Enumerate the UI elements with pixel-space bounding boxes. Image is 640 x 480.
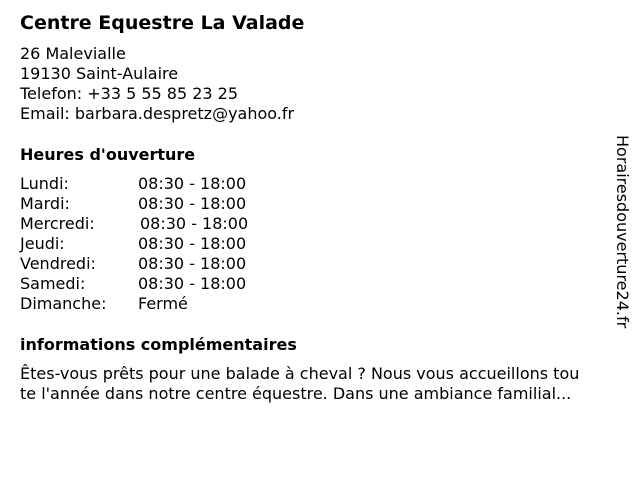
day-label: Dimanche: <box>20 294 107 313</box>
address-street: 26 Malevialle <box>20 44 126 63</box>
address-city: 19130 Saint-Aulaire <box>20 64 179 83</box>
time-range: 08:30 - 18:00 <box>140 214 249 233</box>
phone-number: Telefon: +33 5 55 85 23 25 <box>20 84 239 103</box>
hours-row-sunday <box>20 294 320 314</box>
time-range: 08:30 - 18:00 <box>138 254 247 273</box>
time-range: 08:30 - 18:00 <box>138 234 247 253</box>
contact-block <box>20 44 294 124</box>
day-label: Samedi: <box>20 274 86 293</box>
hours-row-friday <box>20 254 320 274</box>
description-line: te l'année dans notre centre équestre. Dans une ambiance familial... <box>20 384 572 403</box>
additional-info-text <box>20 364 628 404</box>
day-label: Jeudi: <box>20 234 65 253</box>
hours-row-saturday <box>20 274 320 294</box>
hours-row-wednesday <box>20 214 320 234</box>
day-label: Mercredi: <box>20 214 95 233</box>
day-label: Vendredi: <box>20 254 96 273</box>
description-line: Êtes-vous prêts pour une balade à cheval ? Nous vous accueillons tou <box>20 364 580 383</box>
site-watermark: Horairesdouverture24.fr <box>613 135 632 329</box>
day-label: Lundi: <box>20 174 69 193</box>
business-name: Centre Equestre La Valade <box>20 12 305 34</box>
hours-row-thursday <box>20 234 320 254</box>
time-range: 08:30 - 18:00 <box>138 174 247 193</box>
hours-row-monday <box>20 174 320 194</box>
opening-hours-table <box>20 174 320 314</box>
email-address: Email: barbara.despretz@yahoo.fr <box>20 104 295 123</box>
additional-info-heading: informations complémentaires <box>20 335 297 354</box>
time-range: 08:30 - 18:00 <box>138 274 247 293</box>
time-range: 08:30 - 18:00 <box>138 194 247 213</box>
opening-hours-heading: Heures d'ouverture <box>20 145 196 164</box>
time-range: Fermé <box>138 294 188 313</box>
day-label: Mardi: <box>20 194 70 213</box>
hours-row-tuesday <box>20 194 320 214</box>
